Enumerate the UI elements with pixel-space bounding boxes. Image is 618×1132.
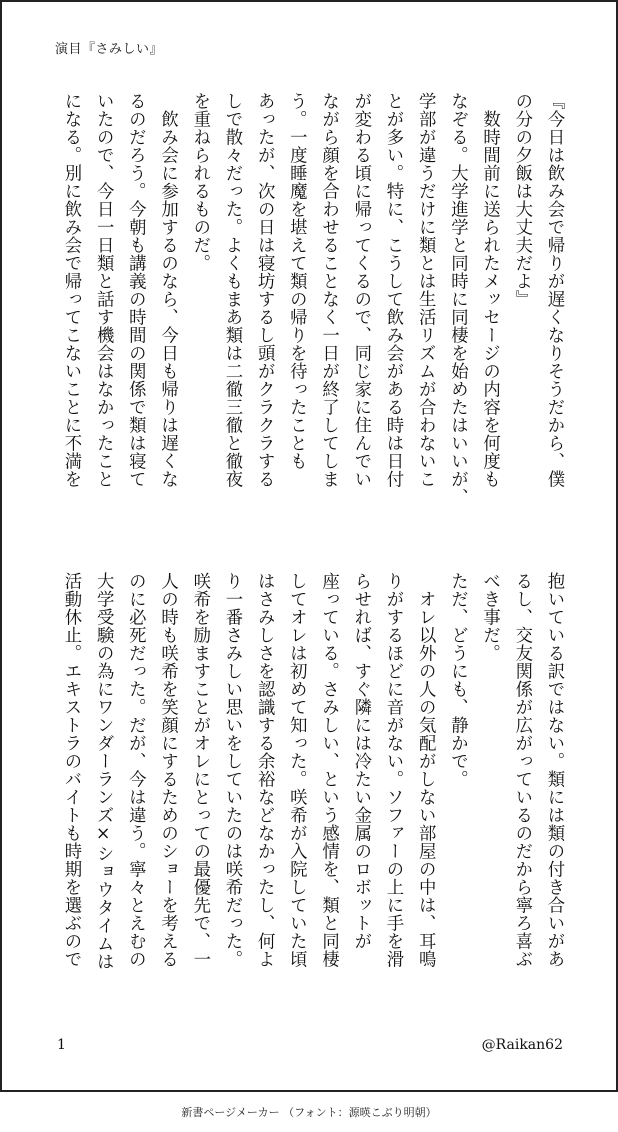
page-number: 1 bbox=[57, 1037, 66, 1053]
author-handle: @Raikan62 bbox=[481, 1037, 563, 1053]
page-header-title: 演目『さみしい』 bbox=[55, 42, 164, 57]
body-text-top: 『今日は飲み会で帰りが遅くなりそうだから、僕 の分の夕飯は大丈夫だよ』 数時間前に送られたメッセージの内容を何度も なぞる。大学進学と同時に同棲を始めたはいいが、 学部が違うだけに類とは生活リズムが合わないこ とが多い。特に、こうして飲み会がある時は日付 が変わる頃に帰ってくるので、同じ家に住んでい ながら顔を合わせることなく一日が終了してしま う。一度睡魔を堪えて類の帰りを待ったことも あったが、次の日は寝坊するし頭がクラクラする しで散々だった。よくもまあ類は二徹三徹と徹夜 を重ねられるものだ。 飲み会に参加するのなら、今日も帰りは遅くな るのだろう。今朝も講義の時間の関係で類は寝て いたので、今日一日類と話す機会はなかったこと になる。別に飲み会で帰ってこないことに不満を bbox=[60, 92, 564, 506]
body-text-bottom: 抱いている訳ではない。類には類の付き合いがあ るし、交友関係が広がっているのだから寧ろ喜ぶ べき事だ。 ただ、どうにも、静かで。 オレ以外の人の気配がしない部屋の中は、耳鳴 りがするほどに音がない。ソファーの上に手を滑 らせれば、すぐ隣には冷たい金属のロボットが 座っている。さみしい、という感情を、類と同棲 してオレは初めて知った。咲希が入院していた頃 はさみしさを認識する余裕などなかったし、何よ り一番さみしい思いをしていたのは咲希だった。 咲希を励ますことがオレにとっての最優先で、一 人の時も咲希を笑顔にするためのショーを考える のに必死だった。だが、今は違う。寧々とえむの 大学受験の為にワンダーランズ×ショウタイムは 活動休止。エキストラのバイトも時期を選ぶので bbox=[60, 572, 564, 971]
footer-caption: 新書ページメーカー （フォント：源暎こぶり明朝） bbox=[181, 1106, 437, 1119]
